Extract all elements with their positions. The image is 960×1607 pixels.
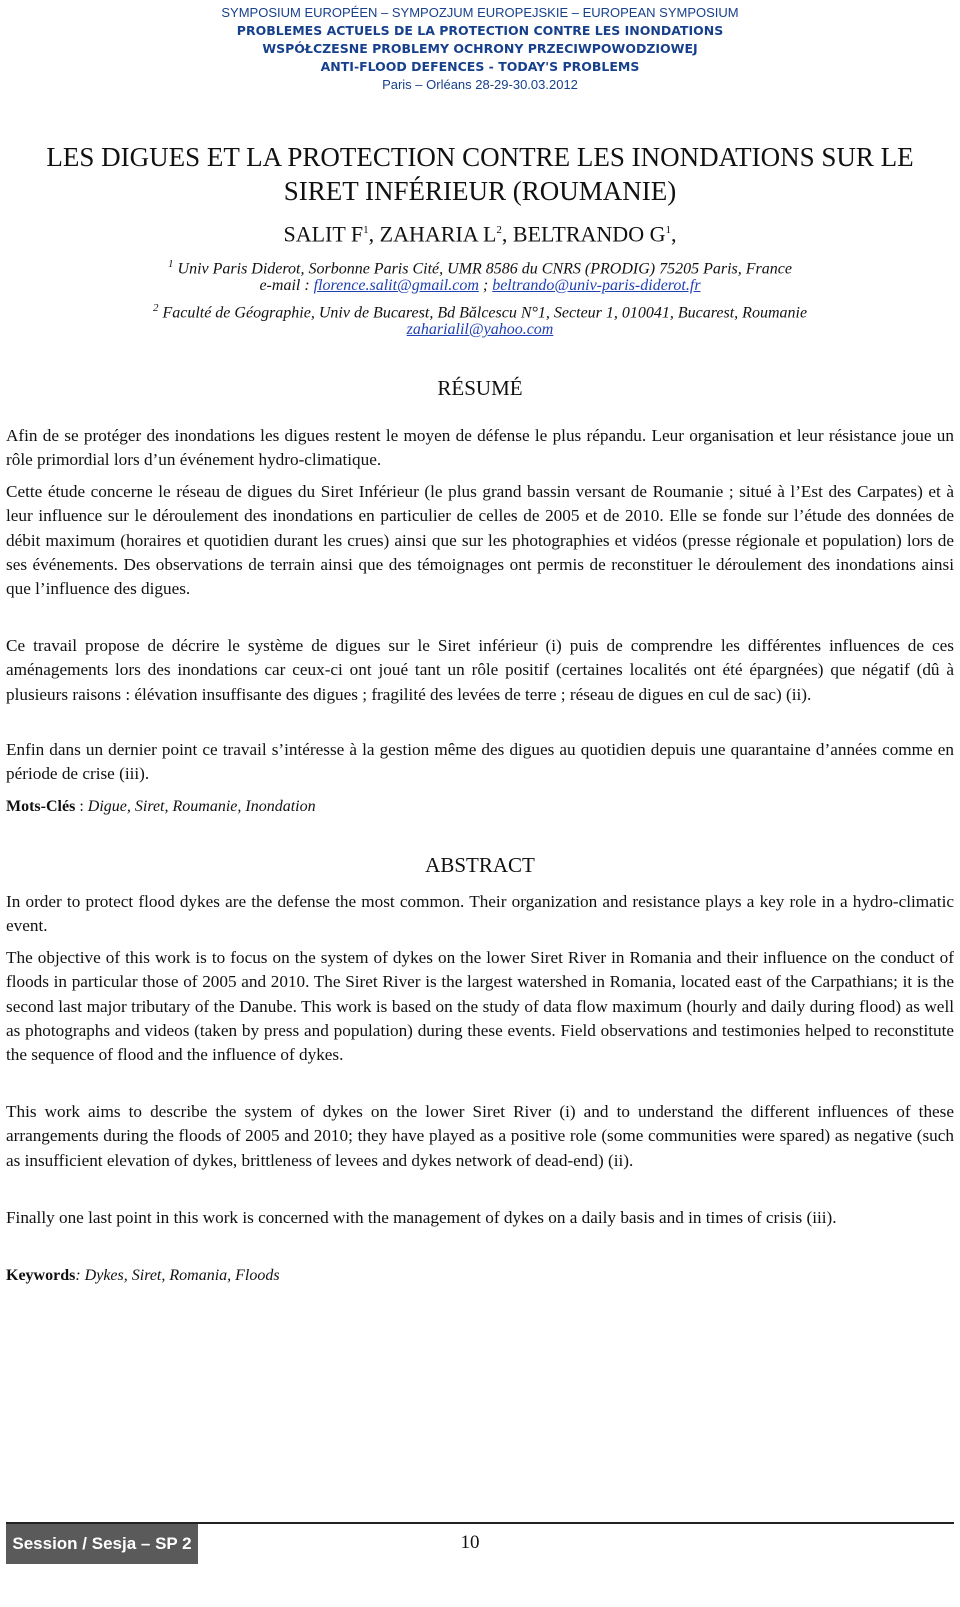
author-2-sup: 2 <box>496 224 502 236</box>
email-prefix: e-mail : <box>259 277 314 294</box>
resume-paragraph-4: Enfin dans un dernier point ce travail s’intéresse à la gestion même des digues au quotidien depuis une quarantaine d’années comme en période de crise (iii). <box>6 740 954 784</box>
author-end: , <box>670 221 677 247</box>
symposium-header <box>0 4 960 94</box>
email-line-2 <box>0 320 960 340</box>
email-link-zaharia[interactable]: zaharialil@yahoo.com <box>406 321 554 338</box>
abstract-keywords-sep: : <box>75 1267 85 1284</box>
header-line-4: ANTI-FLOOD DEFENCES - TODAY'S PROBLEMS <box>320 59 640 74</box>
header-line-3: WSPÓŁCZESNE PROBLEMY OCHRONY PRZECIWPOWODZIOWEJ <box>262 41 698 56</box>
abstract-keywords-label: Keywords <box>6 1267 76 1284</box>
email-separator: ; <box>478 277 493 294</box>
resume-keywords-values: Digue, Siret, Roumanie, Inondation <box>87 798 316 815</box>
resume-keywords-label: Mots-Clés <box>6 798 76 815</box>
affiliation-1-text: Univ Paris Diderot, Sorbonne Paris Cité, UMR 8586 du CNRS (PRODIG) 75205 Paris, France <box>173 260 792 278</box>
session-badge: Session / Sesja – SP 2 <box>6 1524 198 1564</box>
authors <box>0 216 960 248</box>
resume-paragraph-2: Cette étude concerne le réseau de digues du Siret Inférieur (le plus grand bassin versant de Roumanie ; situé à l’Est des Carpates) et à leur influence sur le déroulement des inondations en particulier de celles de 2005 et de 2010. Elle se fonde sur l’étude des données de débit maximum (horaires et quotidien durant les crues) ainsi que sur les photographies et vidéos (presse régionale et population) lors de ses événements. Des observations de terrain ainsi que des témoignages ont permis de reconstituer le déroulement des inondations ainsi que l’influence des digues. <box>6 482 954 599</box>
abstract-paragraph-2: The objective of this work is to focus on the system of dykes on the lower Siret River in Romania and their influence on the conduct of floods in particular those of 2005 and 2010. The Siret River is the largest watershed in Romania, located east of the Carpathians; it is the second last major tributary of the Danube. This work is based on the study of data flow maximum (hourly and daily during flood) as well as photographs and videos (taken by press and population) during these events. Field observations and testimonies helped to reconstitute the sequence of flood and the influence of dykes. <box>6 948 954 1065</box>
resume-keywords-sep: : <box>75 798 88 815</box>
author-1: SALIT F <box>283 221 364 247</box>
affiliation-2-sup: 2 <box>152 302 159 314</box>
header-line-2: PROBLEMES ACTUELS DE LA PROTECTION CONTRE LES INONDATIONS <box>236 23 724 38</box>
title-line-1: LES DIGUES ET LA PROTECTION CONTRE LES INONDATIONS SUR LE <box>46 142 914 172</box>
author-1-sup: 1 <box>363 224 369 236</box>
resume-keywords <box>6 796 954 818</box>
page-number: 10 <box>460 1532 480 1553</box>
author-3: BELTRANDO G <box>512 221 666 247</box>
title-line-2: SIRET INFÉRIEUR (ROUMANIE) <box>283 176 677 206</box>
affiliation-2-text: Faculté de Géographie, Univ de Bucarest, Bd Bălcescu N°1, Secteur 1, 010041, Bucarest, Roumanie <box>158 304 808 322</box>
abstract-keywords <box>6 1265 954 1287</box>
resume-heading: RÉSUMÉ <box>437 376 523 400</box>
header-line-1: SYMPOSIUM EUROPÉEN – SYMPOZJUM EUROPEJSKIE – EUROPEAN SYMPOSIUM <box>221 5 739 20</box>
resume-paragraph-1: Afin de se protéger des inondations les digues restent le moyen de défense le plus répandu. Leur organisation et leur résistance joue un rôle primordial lors d’un événement hydro-climatique. <box>6 426 954 470</box>
resume-paragraph-3: Ce travail propose de décrire le système de digues sur le Siret inférieur (i) puis de comprendre les différentes influences de ces aménagements lors des inondations car ceux-ci ont joué tant un rôle positif (certaines localités ont été épargnées) que négatif (dû à plusieurs raisons : élévation insuffisante des digues ; fragilité des levées de terre ; réseau de digues en cul de sac) (ii). <box>6 636 954 704</box>
author-sep-1: , <box>368 221 380 247</box>
abstract-keywords-values: Dykes, Siret, Romania, Floods <box>84 1267 280 1284</box>
abstract-paragraph-1: In order to protect flood dykes are the defense the most common. Their organization and resistance plays a key role in a hydro-climatic event. <box>6 892 954 936</box>
author-2: ZAHARIA L <box>379 221 497 247</box>
email-link-beltrando[interactable]: beltrando@univ-paris-diderot.fr <box>492 277 701 294</box>
abstract-heading: ABSTRACT <box>425 853 535 877</box>
author-sep-2: , <box>501 221 513 247</box>
abstract-paragraph-4: Finally one last point in this work is concerned with the management of dykes on a daily basis and in times of crisis (iii). <box>6 1208 837 1227</box>
paper-title <box>0 140 960 208</box>
author-3-sup: 1 <box>665 224 671 236</box>
abstract-paragraph-3: This work aims to describe the system of dykes on the lower Siret River (i) and to understand the different influences of these arrangements during the floods of 2005 and 2010; they have played as a positive role (some communities were spared) as negative (such as insufficient elevation of dykes, brittleness of levees and dykes network of dead-end) (ii). <box>6 1102 954 1170</box>
email-link-salit[interactable]: florence.salit@gmail.com <box>313 277 479 294</box>
header-line-5: Paris – Orléans 28-29-30.03.2012 <box>382 77 578 92</box>
affiliation-1-sup: 1 <box>168 258 174 270</box>
email-line <box>0 276 960 296</box>
